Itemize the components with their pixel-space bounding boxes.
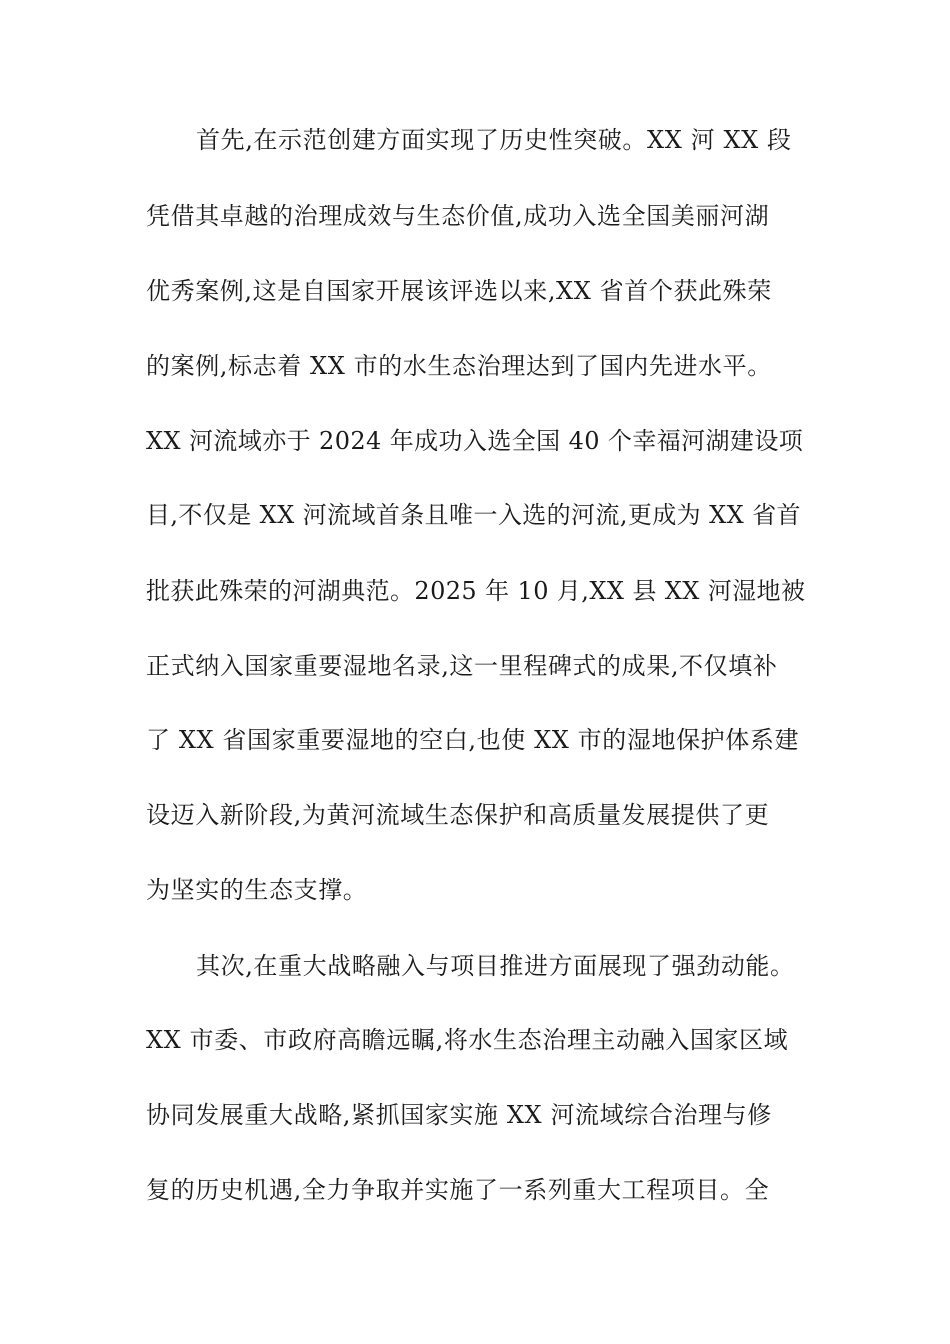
- paragraph-1-line-11: 为坚实的生态支撑。: [146, 876, 368, 904]
- paragraph-1-line-5: XX 河流域亦于 2024 年成功入选全国 40 个幸福河湖建设项: [146, 427, 804, 455]
- paragraph-2-line-1: 其次,在重大战略融入与项目推进方面展现了强劲动能。: [196, 952, 795, 980]
- paragraph-1-line-10: 设迈入新阶段,为黄河流域生态保护和高质量发展提供了更: [146, 801, 770, 829]
- paragraph-2-line-4: 复的历史机遇,全力争取并实施了一系列重大工程项目。全: [146, 1176, 770, 1204]
- paragraph-1-line-8: 正式纳入国家重要湿地名录,这一里程碑式的成果,不仅填补: [146, 652, 778, 680]
- paragraph-2-line-3: 协同发展重大战略,紧抓国家实施 XX 河流域综合治理与修: [146, 1101, 772, 1129]
- paragraph-2-line-2: XX 市委、市政府高瞻远瞩,将水生态治理主动融入国家区域: [146, 1026, 789, 1054]
- paragraph-1-line-7: 批获此殊荣的河湖典范。2025 年 10 月,XX 县 XX 河湿地被: [146, 577, 806, 605]
- paragraph-1-line-9: 了 XX 省国家重要湿地的空白,也使 XX 市的湿地保护体系建: [146, 726, 800, 754]
- paragraph-1-line-4: 的案例,标志着 XX 市的水生态治理达到了国内先进水平。: [146, 352, 772, 380]
- paragraph-1-line-3: 优秀案例,这是自国家开展该评选以来,XX 省首个获此殊荣: [146, 277, 772, 305]
- paragraph-1-line-6: 目,不仅是 XX 河流域首条且唯一入选的河流,更成为 XX 省首: [146, 501, 801, 529]
- paragraph-1-line-1: 首先,在示范创建方面实现了历史性突破。XX 河 XX 段: [196, 126, 792, 154]
- paragraph-1-line-2: 凭借其卓越的治理成效与生态价值,成功入选全国美丽河湖: [146, 202, 770, 230]
